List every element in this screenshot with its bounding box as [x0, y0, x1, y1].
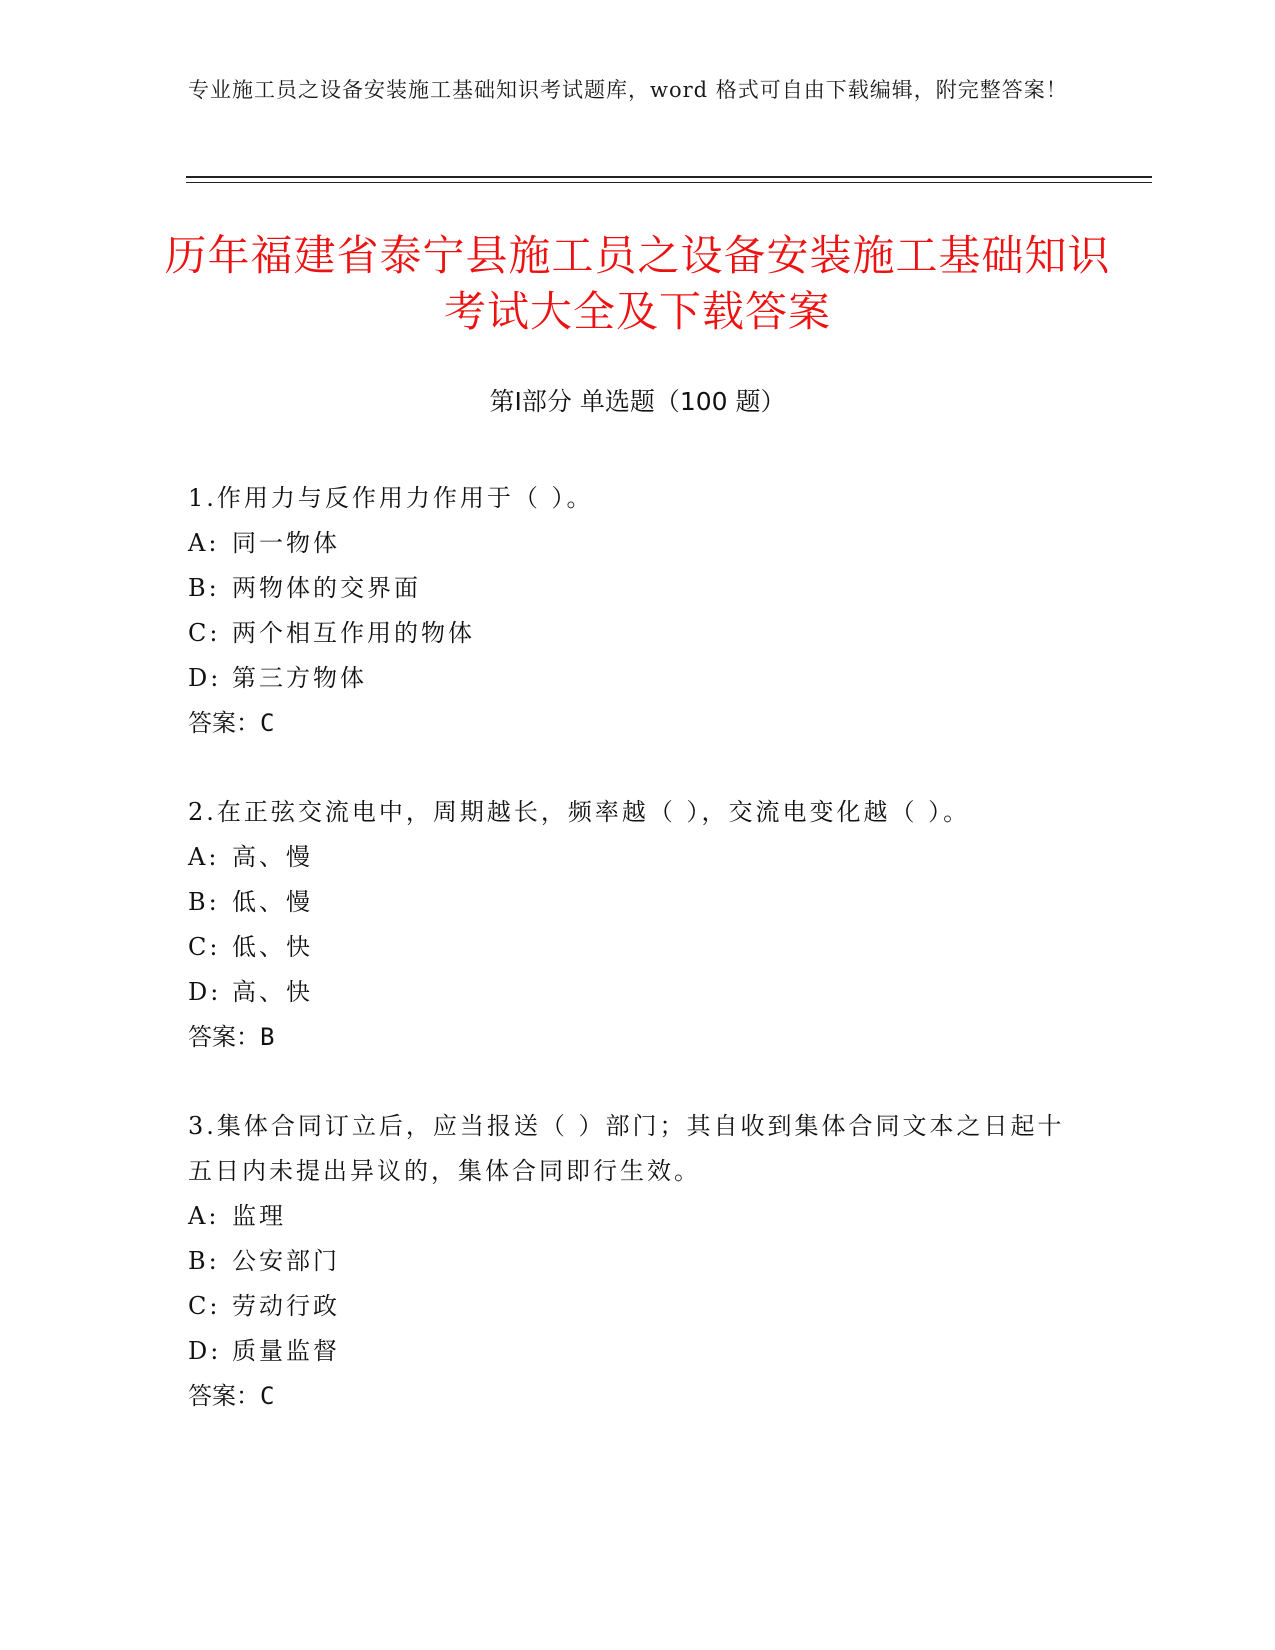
option-letter: A:	[188, 529, 220, 557]
question-stem: 2.在正弦交流电中，周期越长，频率越（ ），交流电变化越（ ）。	[188, 798, 971, 826]
section-title: 第Ⅰ部分 单选题（100 题）	[489, 387, 786, 416]
option-text: 第三方物体	[232, 664, 367, 692]
question-2	[188, 790, 1088, 1060]
question-3	[188, 1104, 1088, 1419]
option-b	[188, 1239, 1088, 1284]
option-b	[188, 566, 1088, 611]
header-note: 专业施工员之设备安装施工基础知识考试题库，word 格式可自由下载编辑，附完整答案！	[188, 78, 1068, 102]
option-a	[188, 521, 1088, 566]
option-c	[188, 1284, 1088, 1329]
option-letter: C:	[188, 619, 221, 647]
option-a	[188, 835, 1088, 880]
answer-label: 答案：	[188, 709, 260, 737]
option-c	[188, 611, 1088, 656]
header-divider-thin	[186, 182, 1152, 183]
option-text: 两物体的交界面	[232, 574, 421, 602]
answer-line	[188, 701, 1088, 746]
option-text: 同一物体	[232, 529, 340, 557]
answer-line	[188, 1015, 1088, 1060]
option-letter: B:	[188, 1247, 220, 1275]
answer-label: 答案：	[188, 1023, 260, 1051]
option-letter: D:	[188, 664, 222, 692]
option-text: 低、慢	[232, 888, 313, 916]
question-1	[188, 476, 1088, 746]
option-letter: B:	[188, 574, 220, 602]
answer-label: 答案：	[188, 1382, 260, 1410]
option-d	[188, 656, 1088, 701]
option-text: 公安部门	[232, 1247, 340, 1275]
question-list	[188, 476, 1088, 1463]
option-letter: B:	[188, 888, 220, 916]
answer-value: C	[260, 709, 275, 737]
option-text: 高、慢	[232, 843, 313, 871]
answer-value: B	[260, 1023, 275, 1051]
option-d	[188, 970, 1088, 1015]
option-a	[188, 1194, 1088, 1239]
option-text: 高、快	[232, 978, 313, 1006]
question-stem: 3.集体合同订立后，应当报送（ ）部门；其自收到集体合同文本之日起十五日内未提出异议的，集体合同即行生效。	[188, 1112, 1065, 1185]
option-text: 两个相互作用的物体	[232, 619, 475, 647]
option-letter: A:	[188, 1202, 220, 1230]
header-divider-thick	[186, 176, 1152, 178]
option-letter: C:	[188, 1292, 221, 1320]
option-letter: D:	[188, 978, 222, 1006]
answer-line	[188, 1374, 1088, 1419]
option-b	[188, 880, 1088, 925]
option-text: 劳动行政	[232, 1292, 340, 1320]
document-title: 历年福建省泰宁县施工员之设备安装施工基础知识考试大全及下载答案	[164, 231, 1111, 336]
option-letter: A:	[188, 843, 220, 871]
answer-value: C	[260, 1382, 275, 1410]
option-letter: D:	[188, 1337, 222, 1365]
question-stem: 1.作用力与反作用力作用于（ ）。	[188, 484, 594, 512]
option-text: 质量监督	[232, 1337, 340, 1365]
option-letter: C:	[188, 933, 221, 961]
option-text: 监理	[232, 1202, 286, 1230]
option-d	[188, 1329, 1088, 1374]
option-text: 低、快	[232, 933, 313, 961]
option-c	[188, 925, 1088, 970]
